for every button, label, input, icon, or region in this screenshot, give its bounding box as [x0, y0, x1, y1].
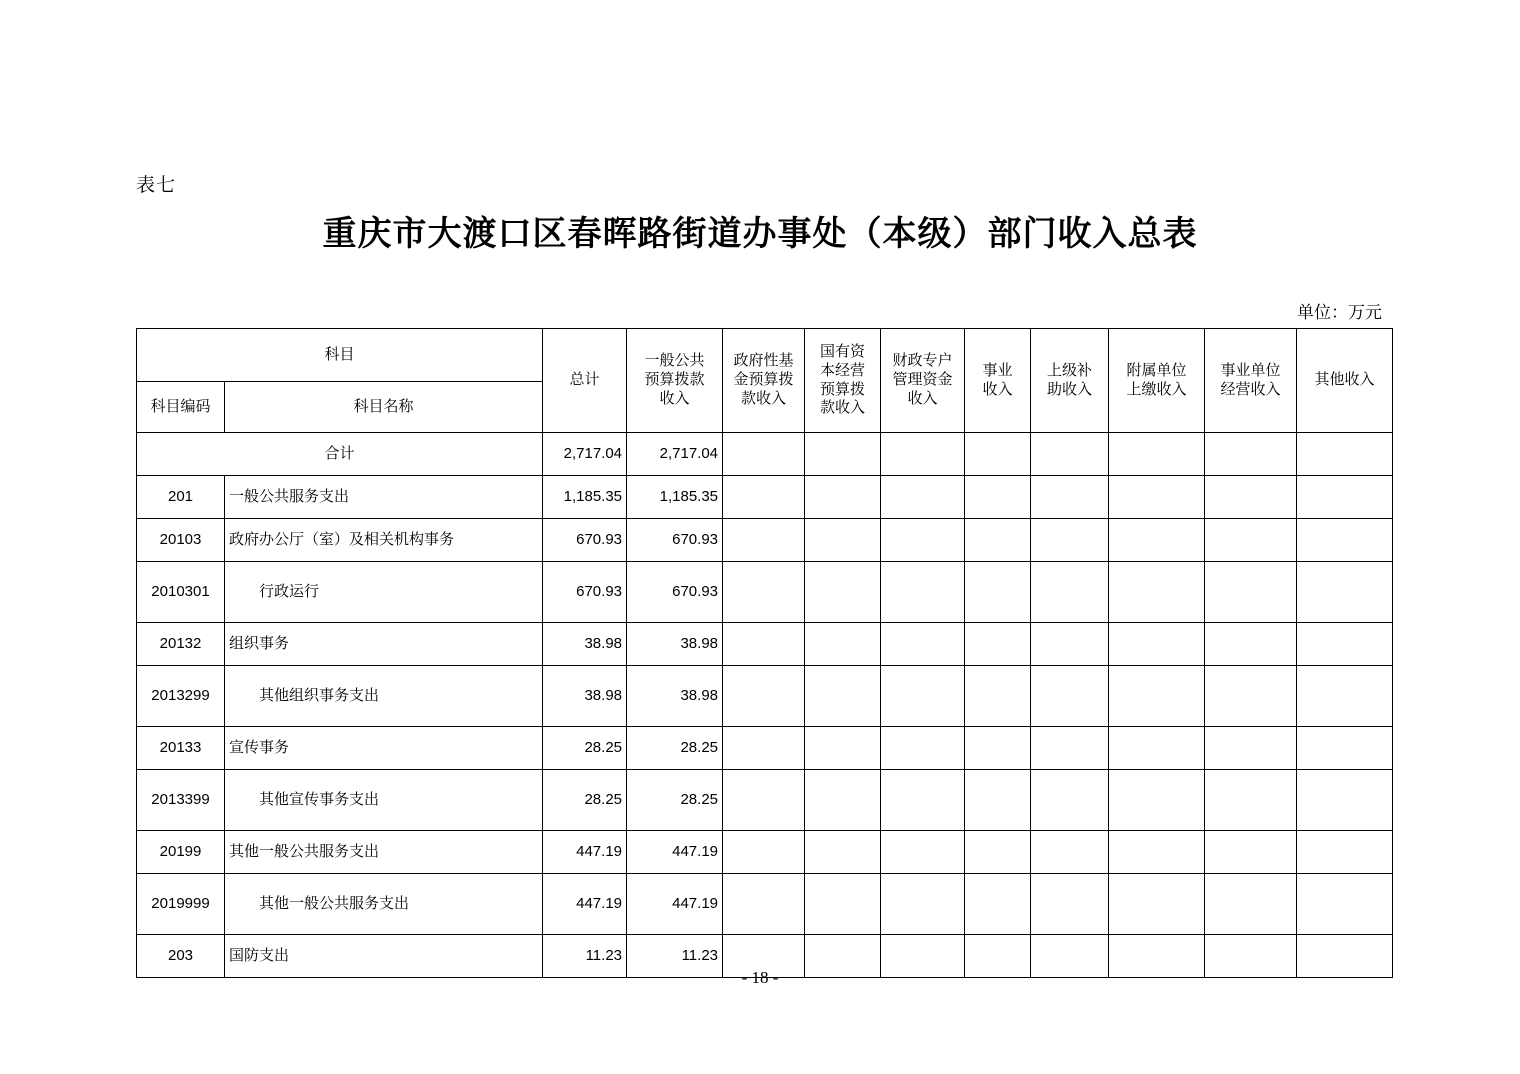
budget-table-wrapper — [136, 328, 1384, 978]
row-other-income — [1297, 476, 1393, 519]
table-row — [137, 623, 1393, 666]
row-business-income — [965, 831, 1031, 874]
row-state-capital — [805, 770, 881, 831]
row-code: 203 — [137, 935, 225, 978]
row-state-capital — [805, 666, 881, 727]
total-row-special-account — [881, 433, 965, 476]
header-business-unit-op-line1: 事业单位 — [1220, 361, 1281, 379]
row-business-unit-op — [1205, 519, 1297, 562]
row-code: 2019999 — [137, 874, 225, 935]
row-superior-subsidy — [1031, 874, 1109, 935]
row-special-account — [881, 666, 965, 727]
total-row-business-income — [965, 433, 1031, 476]
row-business-income — [965, 519, 1031, 562]
total-row-total: 2,717.04 — [543, 433, 627, 476]
row-special-account — [881, 770, 965, 831]
total-row-state-capital — [805, 433, 881, 476]
table-label: 表七 — [136, 175, 177, 196]
row-business-unit-op — [1205, 476, 1297, 519]
table-row — [137, 727, 1393, 770]
row-code: 2013399 — [137, 770, 225, 831]
row-special-account — [881, 519, 965, 562]
row-superior-subsidy — [1031, 727, 1109, 770]
header-gov-fund-line2: 金预算拨 — [733, 371, 794, 389]
table-row — [137, 874, 1393, 935]
row-gov-fund — [723, 831, 805, 874]
table-row — [137, 666, 1393, 727]
header-subordinate-paid — [1109, 329, 1205, 433]
row-name: 其他组织事务支出 — [225, 666, 543, 727]
budget-table — [136, 328, 1393, 978]
row-business-income — [965, 666, 1031, 727]
row-other-income — [1297, 519, 1393, 562]
row-name: 一般公共服务支出 — [225, 476, 543, 519]
row-name: 政府办公厅（室）及相关机构事务 — [225, 519, 543, 562]
header-superior-subsidy — [1031, 329, 1109, 433]
row-subordinate-paid — [1109, 476, 1205, 519]
row-gov-fund — [723, 874, 805, 935]
row-name: 其他一般公共服务支出 — [225, 874, 543, 935]
row-other-income — [1297, 874, 1393, 935]
row-name: 行政运行 — [225, 562, 543, 623]
row-code: 2013299 — [137, 666, 225, 727]
header-state-capital-line2: 本经营 — [820, 361, 866, 379]
row-general-public: 28.25 — [627, 770, 723, 831]
row-special-account — [881, 874, 965, 935]
row-state-capital — [805, 476, 881, 519]
row-code: 20103 — [137, 519, 225, 562]
header-gov-fund — [723, 329, 805, 433]
row-subordinate-paid — [1109, 562, 1205, 623]
header-business-income-line2: 收入 — [982, 380, 1013, 398]
row-total: 1,185.35 — [543, 476, 627, 519]
row-state-capital — [805, 831, 881, 874]
header-general-public-line1: 一般公共 — [644, 352, 705, 370]
table-row — [137, 519, 1393, 562]
header-business-income — [965, 329, 1031, 433]
header-subordinate-paid-line1: 附属单位 — [1126, 361, 1187, 379]
row-business-unit-op — [1205, 874, 1297, 935]
header-state-capital-line3: 预算拨 — [820, 380, 866, 398]
total-row-general-public: 2,717.04 — [627, 433, 723, 476]
page-number: - 18 - — [741, 968, 779, 987]
page-title: 重庆市大渡口区春晖路街道办事处（本级）部门收入总表 — [322, 216, 1198, 253]
row-gov-fund — [723, 519, 805, 562]
row-subordinate-paid — [1109, 666, 1205, 727]
row-superior-subsidy — [1031, 519, 1109, 562]
total-row-label: 合计 — [137, 433, 543, 476]
total-row-superior-subsidy — [1031, 433, 1109, 476]
row-total: 38.98 — [543, 666, 627, 727]
table-row — [137, 562, 1393, 623]
row-name: 组织事务 — [225, 623, 543, 666]
row-general-public: 38.98 — [627, 623, 723, 666]
row-business-unit-op — [1205, 831, 1297, 874]
row-superior-subsidy — [1031, 831, 1109, 874]
row-code: 20132 — [137, 623, 225, 666]
row-gov-fund — [723, 770, 805, 831]
row-business-unit-op — [1205, 666, 1297, 727]
total-row-other-income — [1297, 433, 1393, 476]
row-subordinate-paid — [1109, 727, 1205, 770]
table-row — [137, 476, 1393, 519]
row-name: 其他宣传事务支出 — [225, 770, 543, 831]
row-general-public: 670.93 — [627, 519, 723, 562]
row-total: 670.93 — [543, 519, 627, 562]
header-subject-group: 科目 — [137, 329, 543, 382]
row-subordinate-paid — [1109, 874, 1205, 935]
header-business-income-line1: 事业 — [982, 361, 1013, 379]
row-other-income — [1297, 831, 1393, 874]
header-superior-subsidy-line2: 助收入 — [1047, 380, 1093, 398]
header-other-income: 其他收入 — [1297, 329, 1393, 433]
row-code: 2010301 — [137, 562, 225, 623]
row-general-public: 447.19 — [627, 874, 723, 935]
header-general-public-line3: 收入 — [659, 389, 690, 407]
header-superior-subsidy-line1: 上级补 — [1047, 361, 1093, 379]
row-subordinate-paid — [1109, 623, 1205, 666]
row-subordinate-paid — [1109, 831, 1205, 874]
row-code: 20133 — [137, 727, 225, 770]
header-general-public-line2: 预算拨款 — [644, 371, 705, 389]
row-name: 其他一般公共服务支出 — [225, 831, 543, 874]
row-state-capital — [805, 623, 881, 666]
table-row — [137, 770, 1393, 831]
row-total: 447.19 — [543, 874, 627, 935]
row-special-account — [881, 623, 965, 666]
row-general-public: 11.23 — [627, 935, 723, 978]
row-superior-subsidy — [1031, 562, 1109, 623]
row-general-public: 1,185.35 — [627, 476, 723, 519]
row-other-income — [1297, 623, 1393, 666]
row-superior-subsidy — [1031, 666, 1109, 727]
header-subject-code: 科目编码 — [137, 382, 225, 433]
header-gov-fund-line3: 款收入 — [741, 389, 787, 407]
row-business-unit-op — [1205, 623, 1297, 666]
row-total: 28.25 — [543, 770, 627, 831]
row-business-income — [965, 476, 1031, 519]
header-special-account — [881, 329, 965, 433]
row-total: 11.23 — [543, 935, 627, 978]
row-code: 20199 — [137, 831, 225, 874]
header-subject-name: 科目名称 — [225, 382, 543, 433]
row-name: 宣传事务 — [225, 727, 543, 770]
row-general-public: 28.25 — [627, 727, 723, 770]
total-row-business-unit-op — [1205, 433, 1297, 476]
header-business-unit-op-line2: 经营收入 — [1220, 380, 1281, 398]
header-state-capital-line4: 款收入 — [820, 399, 866, 417]
header-special-account-line2: 管理资金 — [892, 371, 953, 389]
row-other-income — [1297, 562, 1393, 623]
header-total: 总计 — [543, 329, 627, 433]
header-special-account-line3: 收入 — [907, 389, 938, 407]
row-state-capital — [805, 727, 881, 770]
row-other-income — [1297, 727, 1393, 770]
row-business-income — [965, 727, 1031, 770]
row-special-account — [881, 476, 965, 519]
row-superior-subsidy — [1031, 623, 1109, 666]
row-state-capital — [805, 874, 881, 935]
row-total: 670.93 — [543, 562, 627, 623]
row-code: 201 — [137, 476, 225, 519]
row-gov-fund — [723, 727, 805, 770]
header-state-capital-line1: 国有资 — [820, 343, 866, 360]
row-gov-fund — [723, 623, 805, 666]
row-superior-subsidy — [1031, 770, 1109, 831]
row-state-capital — [805, 519, 881, 562]
row-gov-fund — [723, 666, 805, 727]
header-subordinate-paid-line2: 上缴收入 — [1126, 380, 1187, 398]
row-superior-subsidy — [1031, 476, 1109, 519]
row-total: 28.25 — [543, 727, 627, 770]
row-other-income — [1297, 666, 1393, 727]
row-other-income — [1297, 770, 1393, 831]
row-business-unit-op — [1205, 770, 1297, 831]
table-header-row-1 — [137, 329, 1393, 382]
row-special-account — [881, 562, 965, 623]
row-business-income — [965, 623, 1031, 666]
row-business-income — [965, 562, 1031, 623]
row-name: 国防支出 — [225, 935, 543, 978]
row-general-public: 670.93 — [627, 562, 723, 623]
total-row-gov-fund — [723, 433, 805, 476]
row-business-income — [965, 874, 1031, 935]
row-general-public: 447.19 — [627, 831, 723, 874]
row-subordinate-paid — [1109, 519, 1205, 562]
row-business-unit-op — [1205, 562, 1297, 623]
unit-note: 单位：万元 — [1297, 303, 1382, 322]
row-special-account — [881, 727, 965, 770]
row-business-income — [965, 770, 1031, 831]
row-special-account — [881, 831, 965, 874]
row-gov-fund — [723, 476, 805, 519]
row-state-capital — [805, 562, 881, 623]
header-business-unit-op — [1205, 329, 1297, 433]
row-subordinate-paid — [1109, 770, 1205, 831]
total-row-subordinate-paid — [1109, 433, 1205, 476]
row-gov-fund — [723, 562, 805, 623]
header-state-capital — [805, 329, 881, 433]
row-total: 38.98 — [543, 623, 627, 666]
header-special-account-line1: 财政专户 — [892, 352, 953, 370]
table-row-total — [137, 433, 1393, 476]
row-total: 447.19 — [543, 831, 627, 874]
row-general-public: 38.98 — [627, 666, 723, 727]
header-general-public — [627, 329, 723, 433]
header-gov-fund-line1: 政府性基 — [733, 352, 794, 370]
table-row — [137, 831, 1393, 874]
row-business-unit-op — [1205, 727, 1297, 770]
